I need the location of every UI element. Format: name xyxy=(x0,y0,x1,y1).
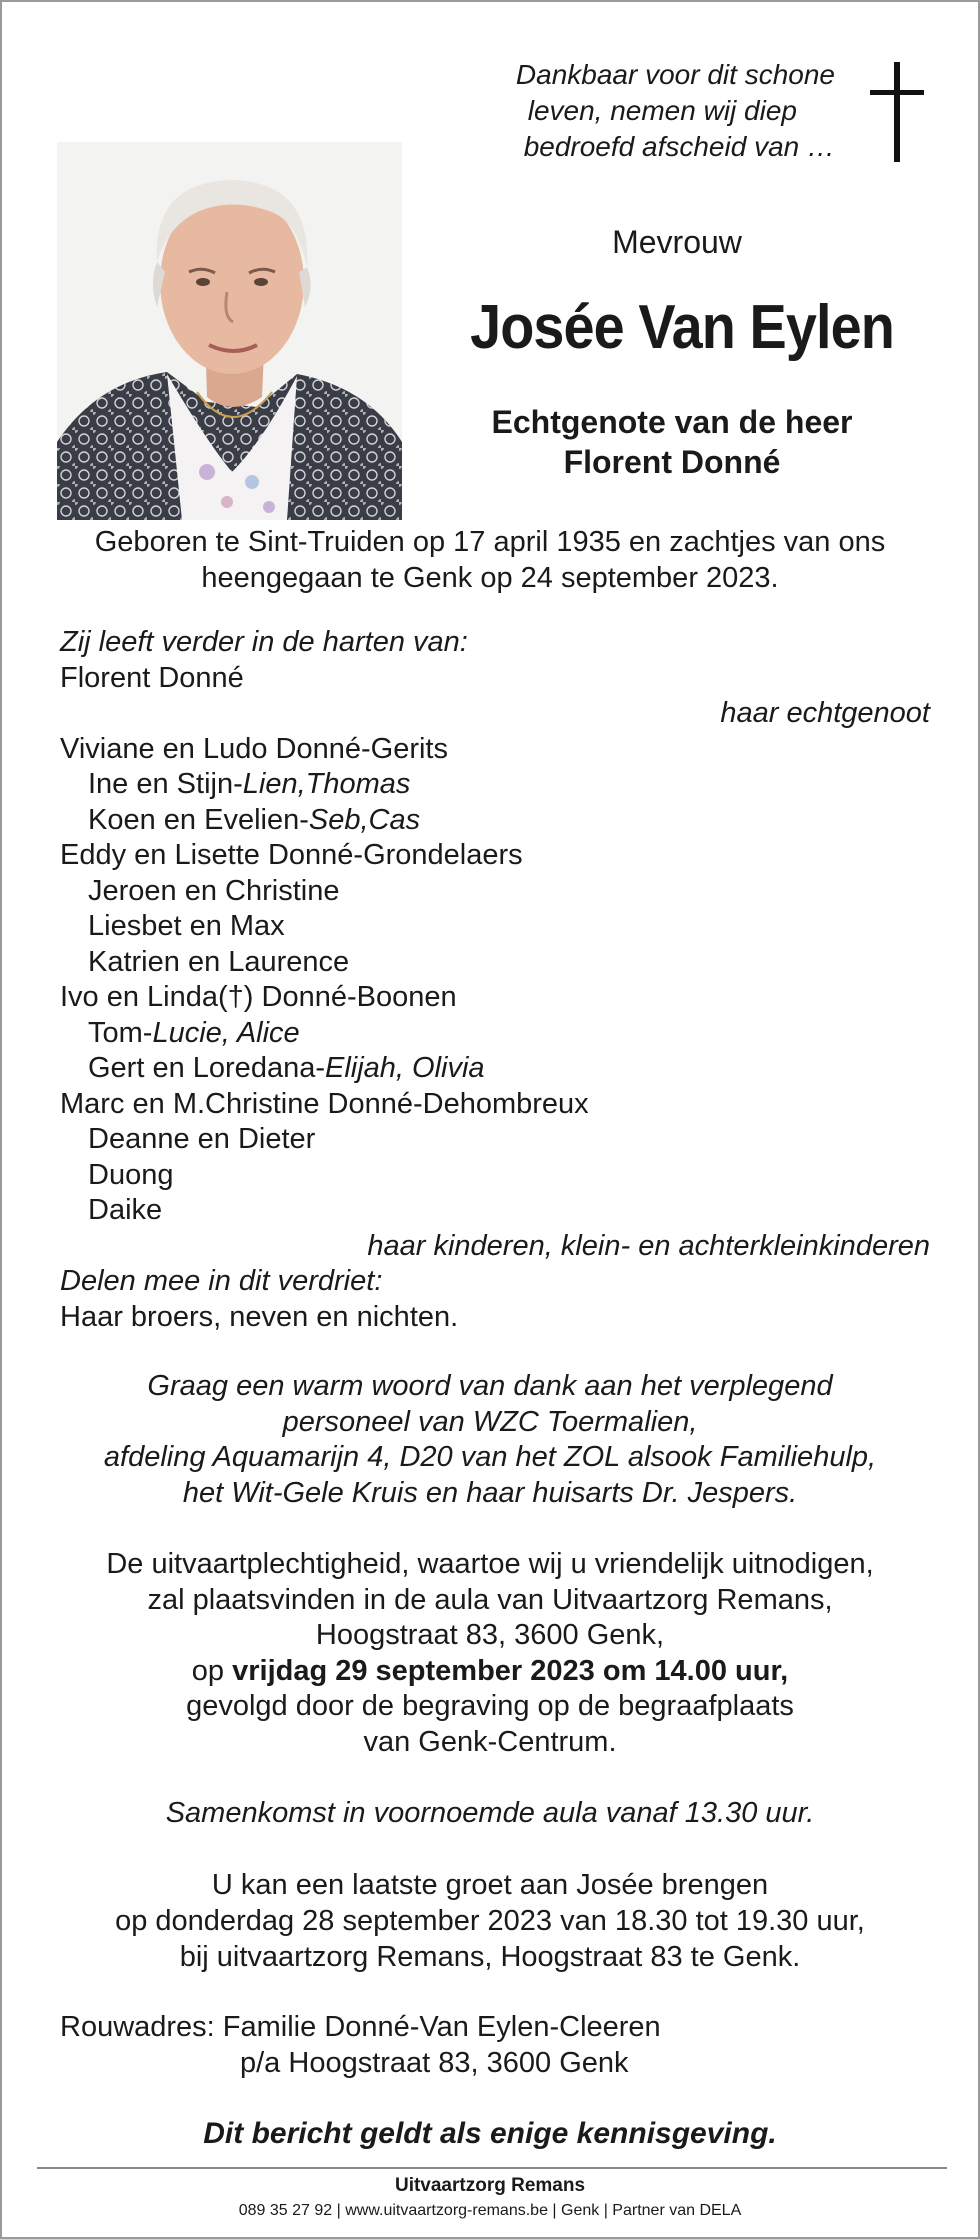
grandchild-name: Duong xyxy=(88,1158,174,1191)
husband-name: Florent Donné xyxy=(60,661,244,694)
children-list xyxy=(60,732,930,1229)
grandchild-row xyxy=(60,1158,930,1194)
grandchild-name: Koen en Evelien- xyxy=(88,803,309,836)
visit-line: op donderdag 28 september 2023 van 18.30 tot 19.30 uur, xyxy=(115,1905,865,1937)
grandchild-row xyxy=(60,1193,930,1229)
ceremony-line: van Genk-Centrum. xyxy=(363,1725,617,1758)
ceremony-date: vrijdag 29 september 2023 om 14.00 uur, xyxy=(232,1654,789,1687)
date-prefix: op xyxy=(191,1654,233,1687)
address-label: Rouwadres: Familie Donné-Van Eylen-Cleeren xyxy=(60,2011,661,2043)
child-name: Marc en M.Christine Donné-Dehombreux xyxy=(60,1087,589,1120)
great-grandchildren: Lien,Thomas xyxy=(242,768,411,800)
grandchild-row xyxy=(60,874,930,910)
spouse-info xyxy=(442,402,902,482)
spouse-name: Florent Donné xyxy=(563,444,781,480)
birth-line: Geboren te Sint-Truiden op 17 april 1935 en zachtjes van ons xyxy=(94,526,886,558)
birth-death-info xyxy=(32,524,948,596)
ceremony-line: zal plaatsvinden in de aula van Uitvaartzorg Remans, xyxy=(147,1583,833,1616)
children-role: haar kinderen, klein- en achterkleinkinderen xyxy=(367,1229,930,1262)
great-grandchildren: Elijah, Olivia xyxy=(324,1052,485,1084)
great-grandchildren: Lucie, Alice xyxy=(152,1016,300,1049)
grandchild-row xyxy=(60,803,930,839)
footer-divider xyxy=(37,2167,947,2169)
grandchild-name: Gert en Loredana- xyxy=(88,1052,325,1084)
grandchild-row xyxy=(60,1051,930,1087)
grandchild-row xyxy=(60,909,930,945)
footer-contact: 089 35 27 92 | www.uitvaartzorg-remans.be | Genk | Partner van DELA xyxy=(238,2202,742,2219)
great-grandchildren: Seb,Cas xyxy=(308,803,421,836)
meeting-info: Samenkomst in voornoemde aula vanaf 13.30 uur. xyxy=(165,1797,815,1829)
grandchild-row xyxy=(60,767,930,803)
mourning-address xyxy=(60,2009,930,2081)
salutation: Mevrouw xyxy=(612,224,742,260)
funeral-company: Uitvaartzorg Remans xyxy=(394,2175,586,2196)
visitation-info xyxy=(32,1867,948,1975)
ceremony-line: Hoogstraat 83, 3600 Genk, xyxy=(315,1619,665,1651)
ceremony-line: De uitvaartplechtigheid, waartoe wij u vriendelijk uitnodigen, xyxy=(106,1548,874,1580)
grandchild-row xyxy=(60,1122,930,1158)
ceremony-info xyxy=(32,1547,948,1760)
portrait-photo xyxy=(57,142,402,520)
thanks-message xyxy=(32,1369,948,1511)
grandchild-name: Katrien en Laurence xyxy=(88,945,350,978)
share-heading: Delen mee in dit verdriet: xyxy=(60,1265,383,1297)
thanks-line: personeel van WZC Toermalien, xyxy=(282,1405,698,1438)
death-line: heengegaan te Genk op 24 september 2023. xyxy=(201,562,779,594)
grandchild-name: Liesbet en Max xyxy=(88,910,285,942)
ceremony-line: gevolgd door de begraving op de begraafplaats xyxy=(186,1690,794,1722)
grandchild-row xyxy=(60,1016,930,1052)
cross-icon xyxy=(870,62,924,162)
intro-line: leven, nemen wij diep xyxy=(527,95,797,126)
intro-line: Dankbaar voor dit schone xyxy=(515,59,835,90)
family-heading: Zij leeft verder in de harten van: xyxy=(60,626,468,658)
visit-line: U kan een laatste groet aan Josée brengen xyxy=(211,1869,769,1901)
visit-line: bij uitvaartzorg Remans, Hoogstraat 83 te Genk. xyxy=(179,1941,801,1973)
portrait-illustration xyxy=(57,142,402,520)
spouse-line: Echtgenote van de heer xyxy=(491,404,853,440)
grandchild-name: Daike xyxy=(88,1194,163,1226)
ceremony-date-line xyxy=(32,1654,948,1690)
thanks-line: Graag een warm woord van dank aan het verplegend xyxy=(147,1370,833,1402)
grandchild-name: Jeroen en Christine xyxy=(88,874,340,907)
deceased-name: Josée Van Eylen xyxy=(470,293,894,362)
grandchild-name: Deanne en Dieter xyxy=(88,1123,316,1155)
child-name: Ivo en Linda(†) Donné-Boonen xyxy=(60,981,457,1013)
child-name: Viviane en Ludo Donné-Gerits xyxy=(60,732,448,765)
address-line: p/a Hoogstraat 83, 3600 Genk xyxy=(240,2047,629,2079)
grandchild-row xyxy=(60,945,930,981)
intro-text xyxy=(415,57,835,165)
grandchild-name: Tom- xyxy=(88,1016,153,1049)
husband-role: haar echtgenoot xyxy=(720,697,930,729)
notice-text: Dit bericht geldt als enige kennisgeving. xyxy=(203,2117,777,2150)
child-name: Eddy en Lisette Donné-Grondelaers xyxy=(60,839,523,871)
family-list xyxy=(60,625,930,1335)
thanks-line: afdeling Aquamarijn 4, D20 van het ZOL alsook Familiehulp, xyxy=(103,1441,877,1473)
share-text: Haar broers, neven en nichten. xyxy=(60,1300,459,1333)
grandchild-name: Ine en Stijn- xyxy=(88,768,243,800)
thanks-line: het Wit-Gele Kruis en haar huisarts Dr. Jespers. xyxy=(182,1476,798,1509)
intro-line: bedroefd afscheid van … xyxy=(523,131,835,162)
